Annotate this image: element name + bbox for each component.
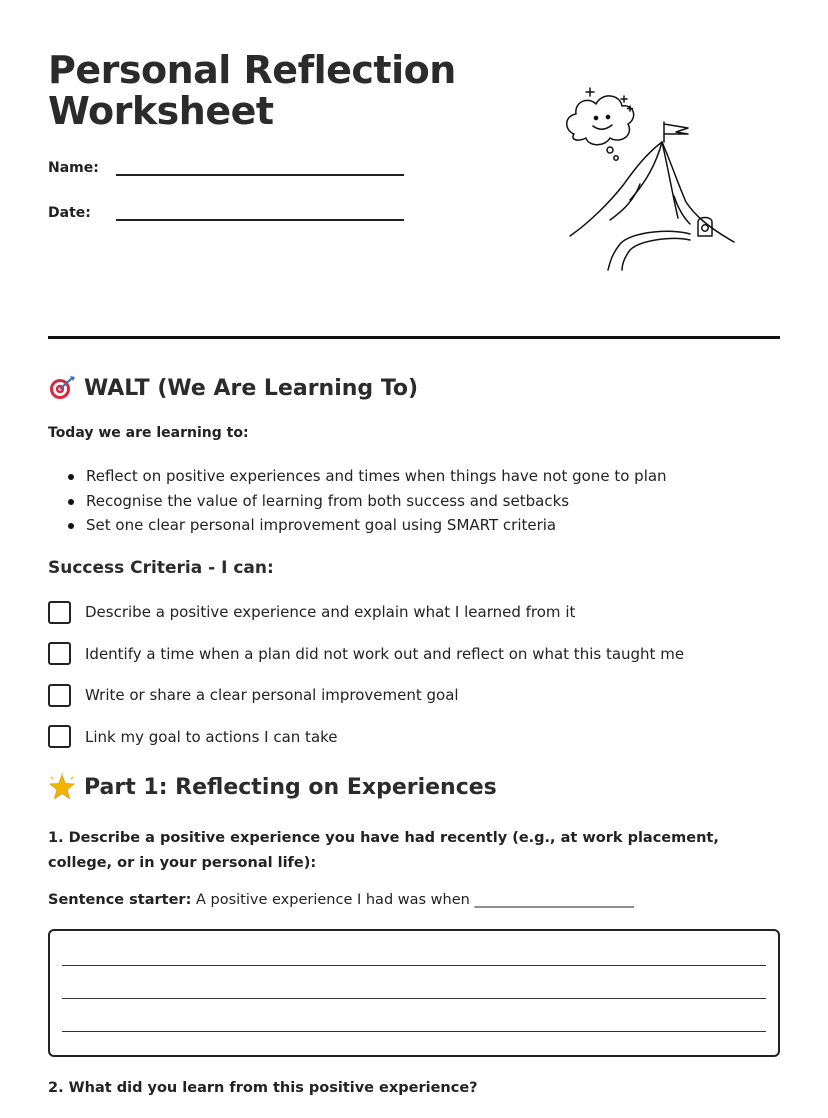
sentence-starter-label: Sentence starter: (48, 892, 192, 908)
success-criteria-list (48, 600, 684, 766)
star-icon (48, 773, 76, 801)
target-icon (48, 374, 76, 402)
answer-box-question-1[interactable] (48, 929, 780, 1057)
criteria-text: Link my goal to actions I can take (85, 727, 338, 746)
date-field-row (48, 205, 404, 221)
walt-bullet: Reflect on positive experiences and times when things have not gone to plan (66, 464, 667, 489)
criteria-item (48, 600, 684, 624)
name-field[interactable] (116, 160, 404, 176)
criteria-checkbox[interactable] (48, 684, 71, 707)
answer-line (62, 998, 766, 999)
criteria-item (48, 642, 684, 666)
name-label: Name: (48, 160, 99, 176)
walt-bullet: Set one clear personal improvement goal using SMART criteria (66, 513, 667, 538)
answer-line (62, 1031, 766, 1032)
success-criteria-heading: Success Criteria - I can: (48, 558, 274, 578)
date-field[interactable] (116, 205, 404, 221)
walt-bullet-list (66, 464, 667, 538)
criteria-checkbox[interactable] (48, 642, 71, 665)
date-label: Date: (48, 205, 91, 221)
walt-bullet: Recognise the value of learning from both success and setbacks (66, 489, 667, 514)
criteria-item (48, 683, 684, 707)
thought-cloud-icon (567, 96, 634, 145)
criteria-text: Identify a time when a plan did not work out and reflect on what this taught me (85, 644, 685, 663)
name-field-row (48, 160, 404, 176)
answer-line (62, 965, 766, 966)
page-title (48, 50, 468, 132)
title-line-2: Worksheet (48, 89, 274, 133)
part1-heading (48, 773, 497, 801)
header-divider (48, 336, 780, 339)
walt-intro: Today we are learning to: (48, 425, 249, 441)
question-1: 1. Describe a positive experience you have had recently (e.g., at work placement, college, or in your personal life): (48, 830, 719, 871)
question-2: 2. What did you learn from this positive experience? (48, 1080, 478, 1096)
mountain-illustration (560, 84, 740, 274)
mountain-icon (570, 142, 734, 242)
sentence-starter-text: A positive experience I had was when ______________________ (191, 892, 634, 908)
walt-heading (48, 374, 418, 402)
criteria-checkbox[interactable] (48, 725, 71, 748)
criteria-text: Describe a positive experience and explain what I learned from it (85, 603, 576, 621)
criteria-item (48, 725, 684, 749)
walt-heading-text: WALT (We Are Learning To) (84, 375, 419, 401)
title-line-1: Personal Reflection (48, 48, 456, 92)
criteria-checkbox[interactable] (48, 601, 71, 624)
part1-heading-text: Part 1: Reflecting on Experiences (84, 774, 497, 800)
sentence-starter (48, 892, 634, 908)
criteria-text: Write or share a clear personal improvement goal (85, 686, 459, 704)
